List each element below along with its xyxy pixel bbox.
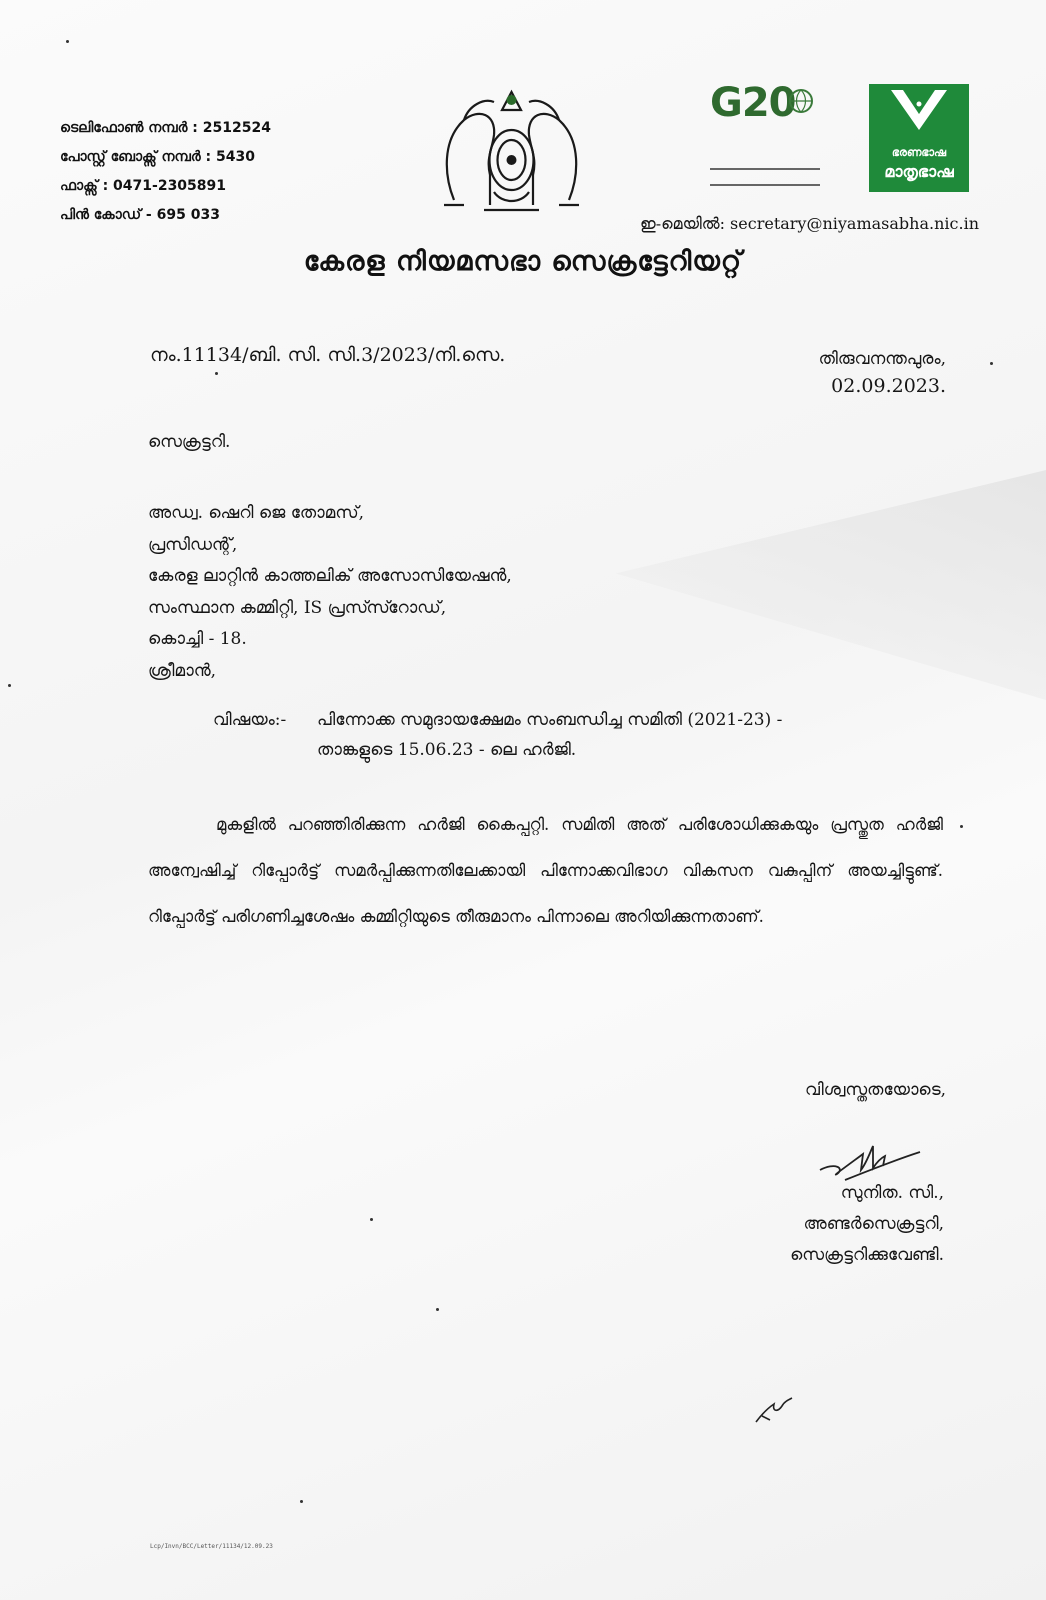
footer-reference: Lcp/Invn/BCC/Letter/11134/12.09.23 [150,1543,273,1550]
subject-block [213,705,933,765]
scan-speck [215,372,218,375]
addressee-line: കേരള ലാറ്റിൻ കാത്തലിക് അസോസിയേഷൻ, [148,566,512,586]
subject-line-2: താങ്കളുടെ 15.06.23 - ലെ ഹർജി. [317,740,577,760]
po-box-line: പോസ്റ്റ് ബോക്സ് നമ്പർ : 5430 [60,149,255,165]
email-line: ഇ-മെയിൽ: secretary@niyamasabha.nic.in [640,214,979,233]
date: 02.09.2023. [831,375,946,397]
sender: സെക്രട്ടറി. [148,432,231,452]
contact-details [60,114,271,230]
body-paragraph: മുകളിൽ പറഞ്ഞിരിക്കുന്ന ഹർജി കൈപ്പറ്റി. സമിതി അത് പരിശോധിക്കുകയും പ്രസ്തുത ഹർജി അന്വേഷിച്ച് റിപ്പോർട്ട് സമർപ്പിക്കുന്നതിലേക്കായി പിന്നോക്കവിഭാഗ വികസന വകുപ്പിന് അയച്ചിട്ടുണ്ട്. റിപ്പോർട്ട് പരിഗണിച്ചശേഷം കമ്മിറ്റിയുടെ തീരുമാനം പിന്നാലെ അറിയിക്കുന്നതാണ്. [148,815,943,926]
letterhead-title: കേരള നിയമസഭാ സെക്രട്ടേറിയറ്റ് [303,246,743,277]
subject-line-1: പിന്നോക്ക സമുദായക്ഷേമം സംബന്ധിച്ച സമിതി (2021-23) - [317,710,783,730]
letter-body [148,802,943,940]
addressee-line: കൊച്ചി - 18. [148,629,247,649]
scan-speck [66,40,69,43]
kerala-emblem-icon [424,80,599,218]
closing: വിശ്വസ്തതയോടെ, [805,1080,946,1100]
subject-label: വിഷയം:- [213,710,287,730]
addressee-line: സംസ്ഥാന കമ്മിറ്റി, IS പ്രസ്സ്റോഡ്, [148,597,447,618]
scan-speck [300,1500,303,1503]
bharanabhasha-logo [869,84,969,192]
paper-fold-shadow [616,470,1046,700]
initial-mark-icon [752,1394,794,1426]
logo-text-2: മാതൃഭാഷ [884,162,954,181]
signer-designation: അണ്ടർസെക്രട്ടറി, [803,1214,944,1234]
addressee-line: പ്രസിഡന്റ്, [148,534,238,555]
scan-speck [8,684,11,687]
logo-text-1: ഭരണഭാഷ [891,146,947,159]
scan-speck [960,825,963,828]
signer-name: സുനിത. സി., [840,1183,944,1203]
pin-line: പിൻ കോഡ് - 695 033 [60,207,220,223]
salutation: ശ്രീമാൻ, [148,660,216,681]
signer-block [790,1178,944,1271]
globe-icon [788,88,814,114]
g20-logo-text: G20 [710,80,796,126]
g20-logo [710,80,830,195]
addressee-block [148,498,512,687]
reference-number: നം.11134/ബി. സി. സി.3/2023/നി.സെ. [150,344,506,366]
scan-speck [436,1308,439,1311]
place-date-block [819,346,946,400]
pen-nib-icon [869,84,969,144]
scan-speck [370,1218,373,1221]
signer-on-behalf: സെക്രട്ടറിക്കുവേണ്ടി. [790,1245,944,1265]
scan-speck [990,362,993,365]
addressee-line: അഡ്വ. ഷെറി ജെ തോമസ്, [148,503,365,523]
telephone-line: ടെലിഫോൺ നമ്പർ : 2512524 [60,120,271,136]
fax-line: ഫാക്സ് : 0471-2305891 [60,178,227,194]
place: തിരുവനന്തപുരം, [818,349,946,369]
